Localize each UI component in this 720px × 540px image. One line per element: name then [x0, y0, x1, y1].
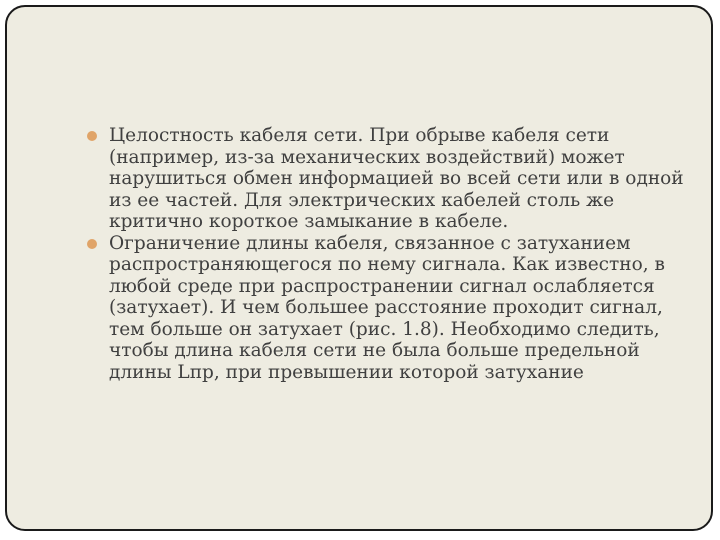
bullet-dot-icon [87, 131, 97, 141]
bullet-list [87, 125, 687, 383]
bullet-item-cable-length [87, 233, 687, 384]
bullet-dot-icon [87, 239, 97, 249]
bullet-text: Ограничение длины кабеля, связанное с затуханием распространяющегося по нему сигнала. Как известно, в любой среде при распространении сигнал ослабляется (затухает). И чем большее расстояние проходит сигнал, тем больше он затухает (рис. 1.8). Необходимо следить, чтобы длина кабеля сети не была больше предельной длины Lпр, при превышении которой затухание [109, 232, 665, 383]
slide-frame [5, 5, 713, 531]
bullet-text: Целостность кабеля сети. При обрыве кабеля сети (например, из-за механических воздействий) может нарушиться обмен информацией во всей сети или в одной из ее частей. Для электрических кабелей столь же критично короткое замыкание в кабеле. [109, 125, 684, 232]
bullet-item-cable-integrity [87, 125, 687, 233]
